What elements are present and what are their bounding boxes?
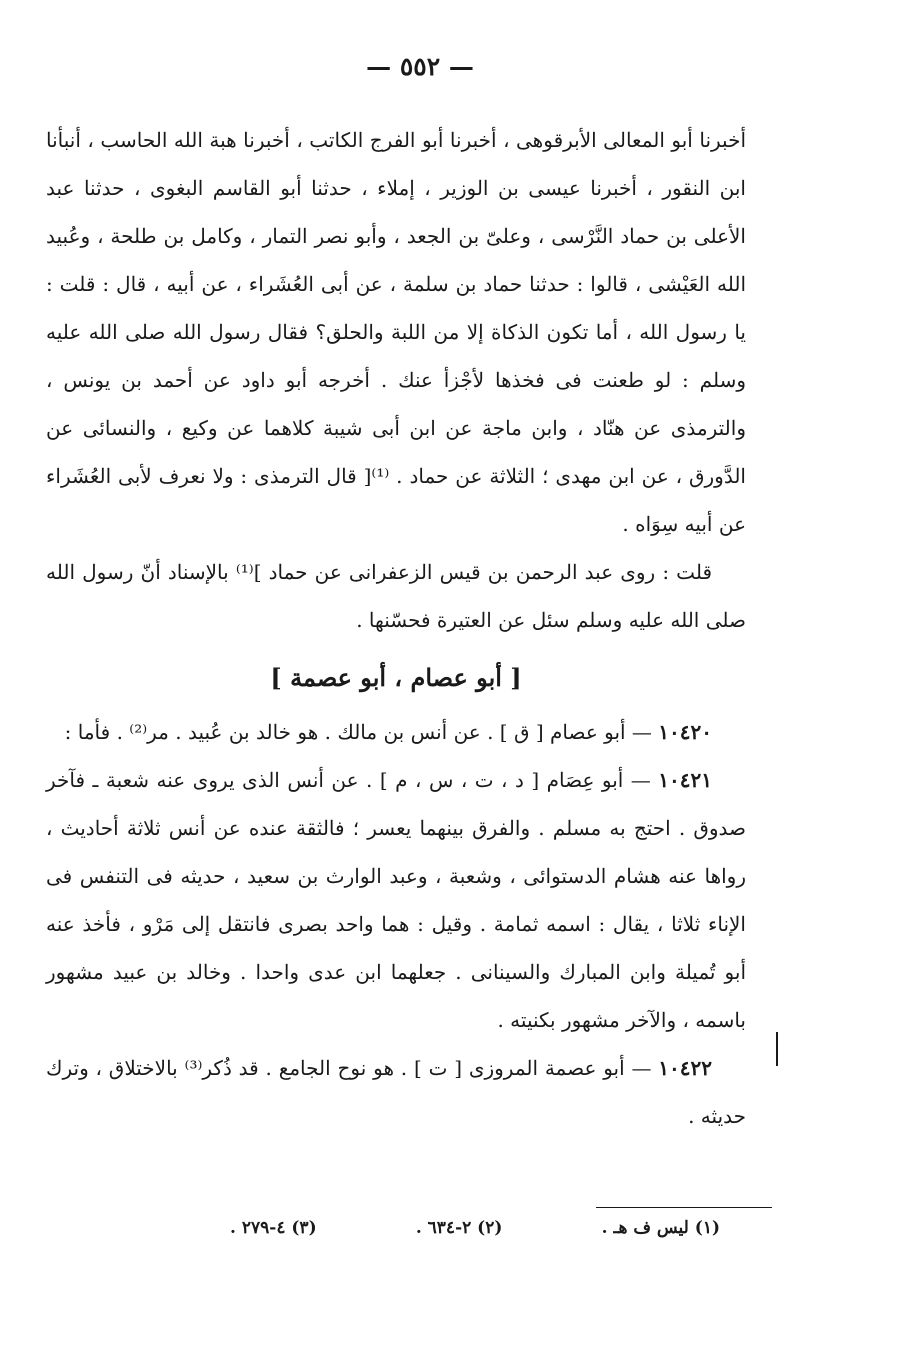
page-number: — ٥٥٢ — bbox=[366, 52, 474, 81]
entry-number: ١٠٤٢٠ bbox=[658, 720, 712, 744]
footnote-1: (١) ليس ف هـ . bbox=[601, 1218, 720, 1238]
entry-number: ١٠٤٢٢ bbox=[658, 1056, 712, 1080]
entry-10420 bbox=[46, 708, 746, 756]
entry-number: ١٠٤٢١ bbox=[658, 768, 713, 792]
main-text bbox=[46, 116, 746, 1140]
margin-mark bbox=[776, 1032, 778, 1066]
entry-text: — أبو عِصَام [ د ، ت ، س ، م ] . عن أنس الذى يروى عنه شعبة ـ فآخر صدوق . احتج به مسلم . والفرق بينهما يعسر ؛ فالثقة عنده عن أنس ثلاثة أحاديث ، رواها عنه هشام الدستوائى ، وشعبة ، وعبد الوارث بن سعيد ، حديثه فى التنفس فى الإناء ثلاثا ، يقال : اسمه ثمامة . وقيل : هما واحد بصرى فانتقل إلى مَرْو ، فأخذ عنه أبو تُميلة وابن المبارك والسينانى . جعلهما ابن عدى واحدا . وخالد بن عبيد مشهور باسمه ، والآخر مشهور بكنيته . bbox=[46, 768, 746, 1032]
entry-text: — أبو عصمة المروزى [ ت ] . هو نوح الجامع . قد ذُكر⁽³⁾ بالاختلاق ، وترك حديثه . bbox=[46, 1056, 746, 1128]
paragraph-note: قلت : روى عبد الرحمن بن قيس الزعفرانى عن حماد ]⁽¹⁾ بالإسناد أنّ رسول الله صلى الله عليه وسلم سئل عن العتيرة فحسّنها . bbox=[46, 560, 746, 632]
footnote-2: (٢) ٢-٦٣٤ . bbox=[415, 1218, 503, 1238]
entry-10422 bbox=[46, 1044, 746, 1140]
section-heading: [ أبو عصام ، أبو عصمة ] bbox=[270, 663, 522, 692]
footnote-3: (٣) ٤-٢٧٩ . bbox=[230, 1218, 317, 1238]
footnote-separator bbox=[596, 1207, 772, 1208]
footnotes bbox=[230, 1213, 720, 1243]
entry-10421 bbox=[46, 756, 746, 1044]
paragraph-hadith: أخبرنا أبو المعالى الأبرقوهى ، أخبرنا أبو الفرج الكاتب ، أخبرنا هبة الله الحاسب ، أنبأنا ابن النقور ، أخبرنا عيسى بن الوزير ، إملاء ، حدثنا أبو القاسم البغوى ، حدثنا عبد الأعلى بن حماد النَّرْسى ، وعلىّ بن الجعد ، وأبو نصر التمار ، وكامل بن طلحة ، وعُبيد الله العَيْشى ، قالوا : حدثنا حماد بن سلمة ، عن أبى العُشَراء ، عن أبيه ، قال : قلت : يا رسول الله ، أما تكون الذكاة إلا من اللبة والحلق؟ فقال رسول الله صلى الله عليه وسلم : لو طعنت فى فخذها لأجْزأ عنك . أخرجه أبو داود عن أحمد بن يونس ، والترمذى عن هنّاد ، وابن ماجة عن ابن أبى شيبة كلاهما عن وكيع ، والنسائى عن الدَّورق ، عن ابن مهدى ؛ الثلاثة عن حماد . ⁽¹⁾[ قال الترمذى : ولا نعرف لأبى العُشَراء عن أبيه سِوَاه . bbox=[46, 128, 746, 536]
entry-text: — أبو عصام [ ق ] . عن أنس بن مالك . هو خالد بن عُبيد . مر⁽²⁾ . فأما : bbox=[64, 720, 652, 744]
